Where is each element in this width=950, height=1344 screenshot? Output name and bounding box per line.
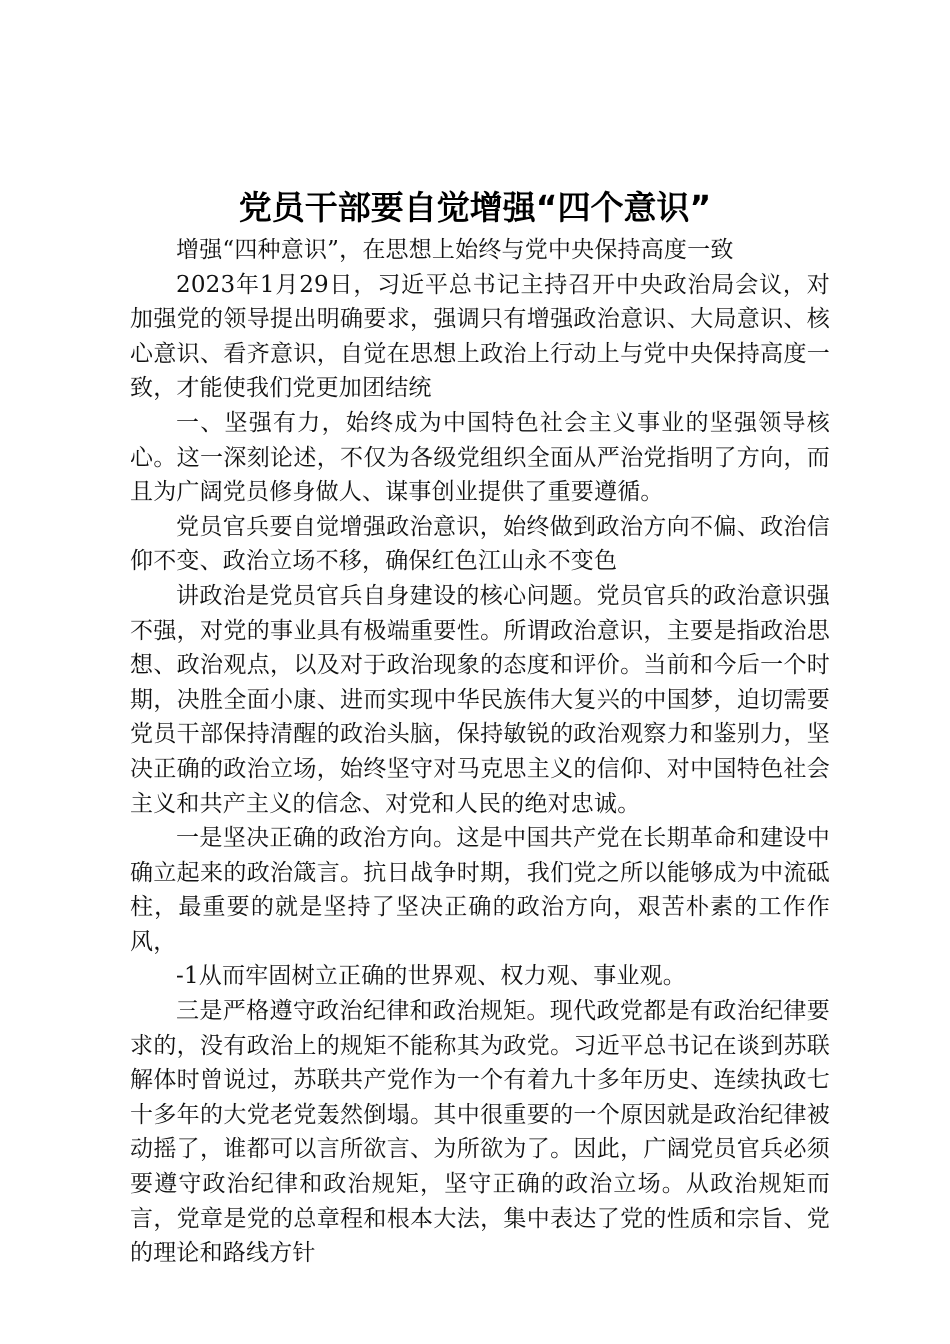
document-title: 党员干部要自觉增强“四个意识” [238, 188, 712, 227]
paragraph-politics: 讲政治是党员官兵自身建设的核心问题。党员官兵的政治意识强不强，对党的事业具有极端重要性。所谓政治意识，主要是指政治思想、政治观点，以及对于政治现象的态度和评价。当前和今后一个时期，决胜全面小康、进而实现中华民族伟大复兴的中国梦，迫切需要党员干部保持清醒的政治头脑，保持敏锐的政治观察力和鉴别力，坚决正确的政治立场，始终坚守对马克思主义的信仰、对中国特色社会主义和共产主义的信念、对党和人民的绝对忠诚。 [130, 582, 830, 817]
paragraph-core: 一、坚强有力，始终成为中国特色社会主义事业的坚强领导核心。这一深刻论述，不仅为各级党组织全面从严治党指明了方向，而且为广阔党员修身做人、谋事创业提供了重要遵循。 [130, 409, 830, 506]
paragraph-meeting: 2023年1月29日，习近平总书记主持召开中央政治局会议，对加强党的领导提出明确要求，强调只有增强政治意识、大局意识、核心意识、看齐意识，自觉在思想上政治上行动上与党中央保持高度一致，才能使我们党更加团结统 [130, 271, 830, 402]
document-body [130, 233, 830, 1271]
paragraph-worldview: -1从而牢固树立正确的世界观、权力观、事业观。 [176, 963, 687, 990]
paragraph-political-awareness: 党员官兵要自觉增强政治意识，始终做到政治方向不偏、政治信仰不变、政治立场不移，确保红色江山永不变色 [130, 513, 830, 575]
paragraph-direction: 一是坚决正确的政治方向。这是中国共产党在长期革命和建设中确立起来的政治箴言。抗日战争时期，我们党之所以能够成为中流砥柱，最重要的就是坚持了坚决正确的政治方向，艰苦朴素的工作作风， [130, 825, 830, 955]
paragraph-discipline: 三是严格遵守政治纪律和政治规矩。现代政党都是有政治纪律要求的，没有政治上的规矩不能称其为政党。习近平总书记在谈到苏联解体时曾说过，苏联共产党作为一个有着九十多年历史、连续执政七十多年的大党老党轰然倒塌。其中很重要的一个原因就是政治纪律被动摇了，谁都可以言所欲言、为所欲为了。因此，广阔党员官兵必须要遵守政治纪律和政治规矩，坚守正确的政治立场。从政治规矩而言，党章是党的总章程和根本大法，集中表达了党的性质和宗旨、党的理论和路线方针 [130, 998, 830, 1267]
paragraph-subtitle: 增强“四种意识”，在思想上始终与党中央保持高度一致 [176, 237, 734, 263]
